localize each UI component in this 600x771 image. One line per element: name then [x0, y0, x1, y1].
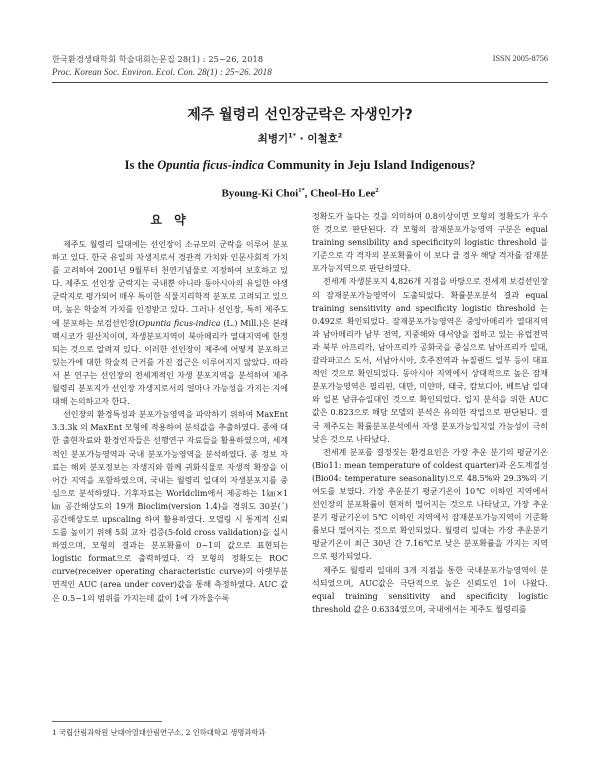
journal-header-en: Proc. Korean Soc. Environ. Ecol. Con. 28(1) : 25~26. 2018 — [52, 67, 272, 77]
author2-ko-affil: 2 — [337, 131, 343, 140]
species-name-italic: Opuntia ficus-indica — [138, 318, 221, 328]
authors-english — [0, 187, 600, 200]
author2-en-affil: 2 — [375, 187, 379, 194]
author1-en-affil: 1* — [298, 187, 305, 194]
header-rule — [52, 82, 548, 83]
title-en-species: Opuntia ficus-indica — [157, 158, 264, 172]
journal-header-ko: 한국환경생태학회 학술대회논문집 28(1) : 25~26, 2018 — [52, 54, 264, 64]
abstract-paragraph-4: 전세계 자생분포지 4,826개 지점을 바탕으로 전세계 보검선인장의 잠재분포가능영역이 도출되었다. 확률분포분석 결과 equal training sensitivity and specificity logistic threshold 는 0.492로 확인되었다. 잠재분포가능영역은 중앙아메리카 열대지역과 남아메리카 남부 전역, 지중해와 대서양을 접하고 있는 유럽전역과 북부 아프리카, 남아프리카 공화국을 중심으로 남아프리카 일대, 갈라파고스 도서, 서남아시아, 호주전역과 뉴질랜드 일부 등이 대표적인 것으로 확인되었다. 동아시아 지역에서 상대적으로 높은 잠재분포가능영역은 필리핀, 대만, 미얀마, 태국, 캄보디아, 베트남 일대와 일본 남큐슈일대인 것으로 확인되었다. 입지 분석을 위한 AUC 값은 0.823으로 해당 모델의 분석은 유의한 작업으로 판단된다. 결국 제주도는 확률분포분석에서 자생 분포가능입지일 가능성이 극히 낮은 것으로 나타났다. — [312, 277, 548, 444]
right-column — [312, 210, 548, 616]
title-korean: 제주 월령리 선인장군락은 자생인가? — [187, 107, 413, 123]
abstract-title: 요 약 — [150, 213, 190, 227]
abstract-paragraph-5: 전세계 분포를 결정짓는 환경요인은 가장 추운 분기의 평균기온(Bio11: mean temperature of coldest quarter)과 온도계절성(Bio04: temperature seasonality)으로 48.5%와 29.3%의 기여도를 보였다. 가장 추운분기 평균기온이 10℃ 이하인 지역에서 선인장의 분포확률이 현저히 떨어지는 것으로 나타났고, 가장 추운분기 평균기온이 5℃ 이하인 지역에서 잠재분포가능지역이 기준확률보다 떨어지는 것으로 확인되었다. 월령리 일대는 가장 추운분기 평균기온이 최근 30년 간 7.16℃로 낮은 분포확률을 가지는 지역으로 평가되었다. — [312, 447, 548, 562]
title-en-post: Community in Jeju Island Indigenous? — [263, 158, 476, 172]
issn: ISSN 2005-8756 — [492, 54, 548, 63]
affiliation-footnote: 1 국립산림과학원 난대아열대산림연구소, 2 인하대학교 생명과학과 — [52, 728, 266, 737]
author2-en: Cheol-Ho Lee — [310, 187, 376, 200]
abstract-paragraph-3: 정확도가 높다는 것을 의미하며 0.8이상이면 모형의 정확도가 우수한 것으로 판단된다. 각 모형의 잠재분포가능영역 구분은 equal training sensibility and specificity의 logistic threshold 을 기준으로 각 격자의 분포확률이 이 보다 클 경우 해당 격자를 잠재분포가능지역으로 판단하였다. — [312, 212, 548, 274]
author1-en: Byoung-Ki Choi — [221, 187, 299, 200]
title-en-pre: Is the — [124, 158, 158, 172]
author-sep-en: , — [304, 187, 311, 200]
authors-korean — [0, 131, 600, 146]
author-sep-ko: · — [296, 133, 308, 145]
abstract-paragraph-1: 제주도 월령리 일대에는 선인장이 소규모의 군락을 이루어 분포하고 있다. 한국 유일의 자생지로서 경관적 가치와 인문사회적 가치를 고려하여 2001년 9월부터 천연기념물로 지정하여 보호하고 있다. 제주도 선인장 군락지는 국내뿐 아니라 동아시아의 유일한 야생군락지로 평가되어 매우 특이한 식물지리학적 분포로 고려되고 있으며, 높은 학술적 가치를 인정받고 있다. 그러나 선인장, 특히 제주도에 분포하는 보검선인장(Opuntia ficus-indica (L.) Mill.)은 본래 멕시코가 원산지이며, 자생분포지역이 북아메리카 열대지역에 한정되는 것으로 알려져 있다. 이러한 선인장이 제주에 어떻게 분포하고 있는가에 대한 학술적 근거를 가진 접근은 이루어지지 않았다. 따라서 본 연구는 선인장의 전세계적인 자생 분포지역을 분석하여 제주 월령리 분포지가 선인장 자생지로서의 얼마나 가능성을 가지는 지에 대해 논의하고자 한다. — [52, 240, 288, 407]
author1-ko: 최병기 — [257, 133, 289, 145]
author1-ko-affil: 1* — [288, 131, 297, 140]
abstract-paragraph-2: 선인장의 환경특성과 분포가능영역을 파악하기 위하여 MaxEnt 3.3.3k 의 MaxEnt 모형에 적용하여 분석값을 추출하였다. 종에 대한 출현자료와 환경인자들은 선행연구 자료들을 활용하였으며, 세계적인 분포가능영역과 국내 분포가능영역을 분석하였다. 종 정보 자료는 해외 분포정보는 자생지와 함께 귀화식물로 자생적 확장을 이어간 지역을 포함하였으며, 국내는 월령리 일대의 자생분포지를 중심으로 분석하였다. 기후자료는 Worldclim에서 제공하는 1㎞×1㎞ 공간해상도의 19개 Bioclim(version 1.4)을 경위도 30분(´) 공간해상도로 upscaling 하여 활용하였다. 모델링 시 통계적 신뢰도를 높이기 위해 5회 교차 검증(5-fold cross validation)을 실시하였으며, 모형의 결과는 분포확률이 0~1의 값으로 표현되는 logistic format으로 출력하였다. 각 모형의 정확도는 ROC curve(receiver operating characteristic curve)의 아랫부분 면적인 AUC (area under cover)값을 통해 측정하였다. AUC 값은 0.5~1의 범위를 가지는데 값이 1에 가까울수록 — [52, 410, 288, 603]
footnote-rule — [52, 721, 162, 722]
author2-ko: 이철호 — [307, 133, 338, 145]
title-english — [0, 158, 600, 173]
abstract-paragraph-6: 제주도 월령리 일대의 3개 지점을 통한 국내분포가능영역이 분석되었으며, AUC값은 극단적으로 높은 신뢰도인 1이 나왔다. equal training sensitivity and specificity logistic threshold 값은 0.6334였으며, 국내에서는 제주도 월령리를 — [312, 565, 548, 614]
left-column — [52, 210, 288, 605]
